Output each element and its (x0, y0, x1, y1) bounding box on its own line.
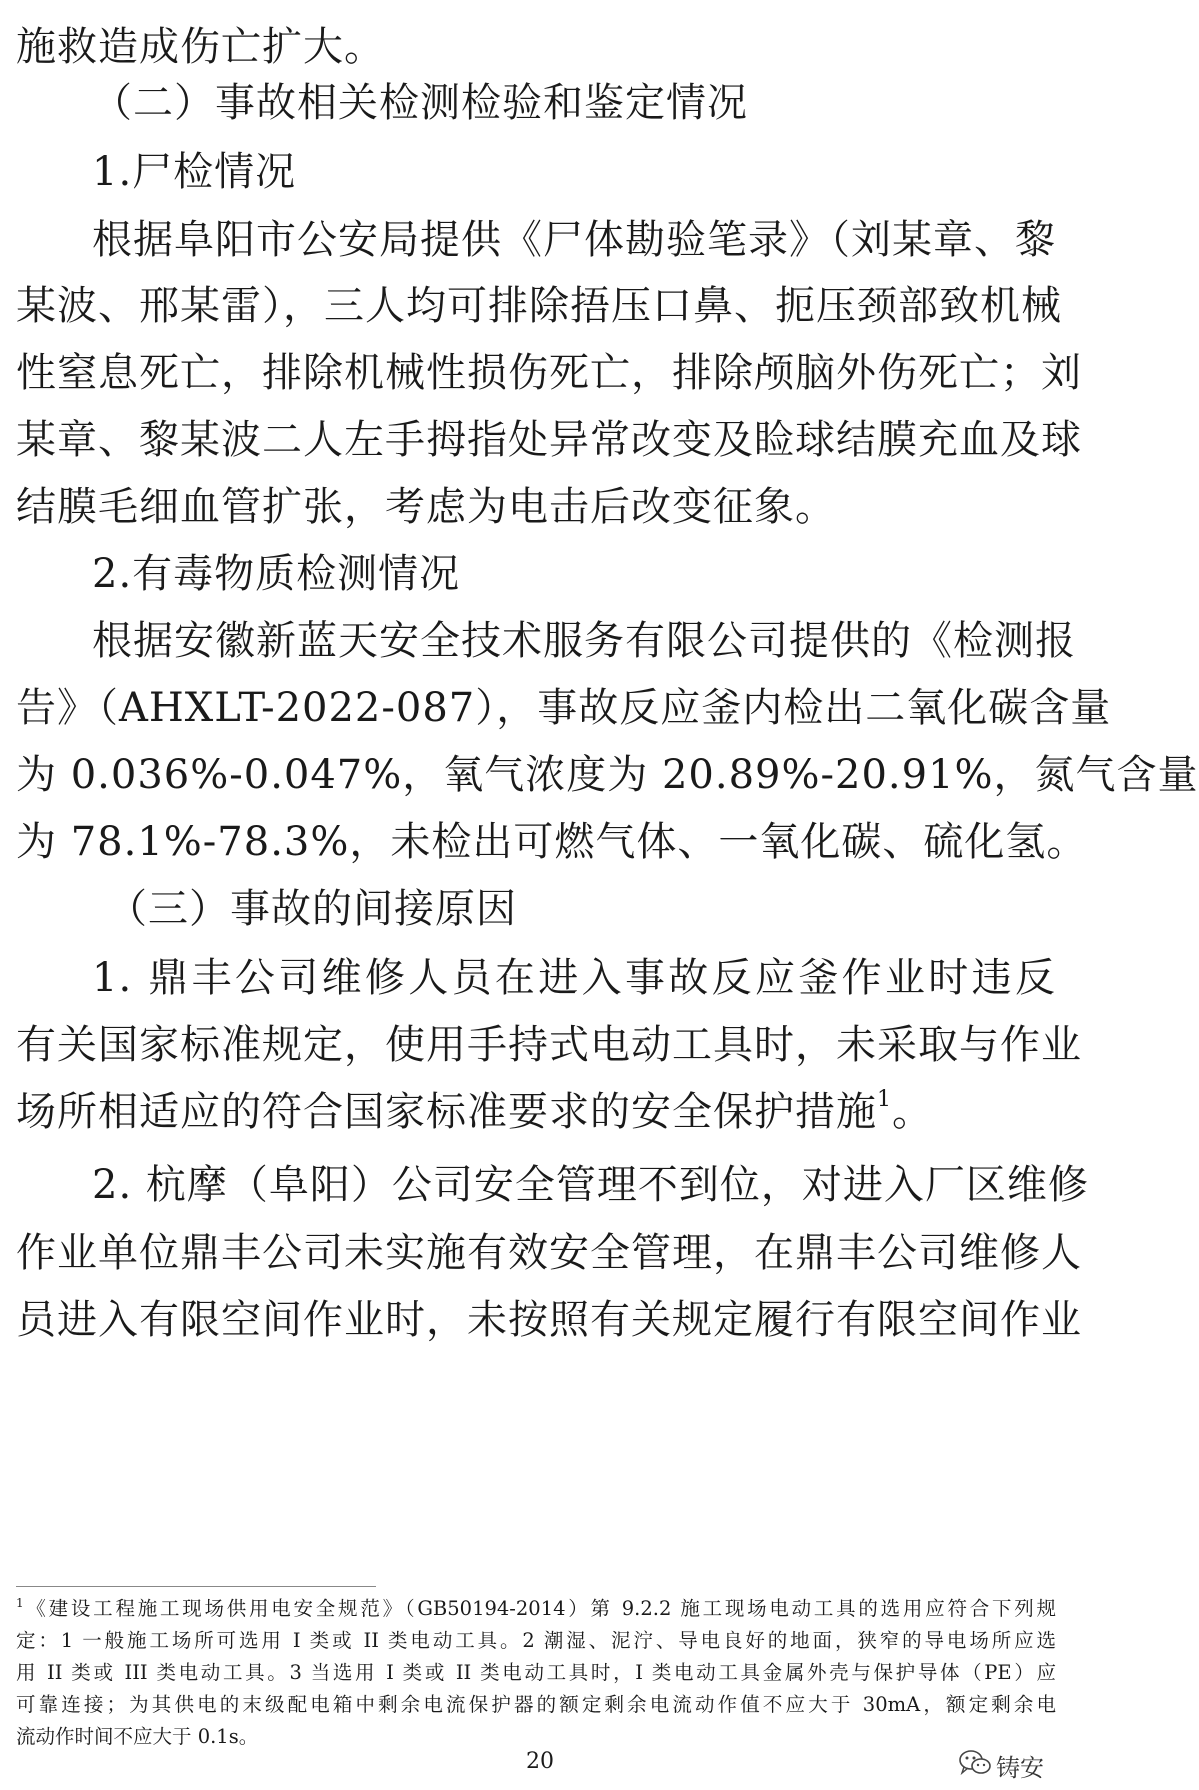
footnote-line: 定：1 一般施工场所可选用 I 类或 II 类电动工具。2 潮湿、泥泞、导电良好的地面，狭窄的导电场所应选 (16, 1629, 1056, 1652)
body-line: 1. 鼎丰公司维修人员在进入事故反应釜作业时违反 (92, 955, 1056, 1001)
body-line: 告》（AHXLT-2022-087），事故反应釜内检出二氧化碳含量 (16, 685, 1112, 731)
body-line: 员进入有限空间作业时，未按照有关规定履行有限空间作业 (16, 1297, 1082, 1343)
footnote-marker: 1 (16, 1596, 24, 1610)
footnote-text: 《建设工程施工现场供用电安全规范》（GB50194-2014）第 9.2.2 施工现场电动工具的选用应符合下列规 (23, 1597, 1056, 1620)
body-line: 为 78.1%-78.3%，未检出可燃气体、一氧化碳、硫化氢。 (16, 819, 1088, 865)
body-line: 结膜毛细血管扩张，考虑为电击后改变征象。 (16, 484, 836, 530)
page-number: 20 (526, 1749, 554, 1774)
body-line: 某章、黎某波二人左手拇指处异常改变及睑球结膜充血及球 (16, 417, 1082, 463)
footnote-reference[interactable]: 1 (877, 1087, 892, 1112)
footnote-line: 可靠连接；为其供电的末级配电箱中剩余电流保护器的额定剩余电流动作值不应大于 30mA，额定剩余电 (16, 1693, 1056, 1716)
body-line: 2. 杭摩（阜阳）公司安全管理不到位，对进入厂区维修 (92, 1162, 1089, 1208)
body-text: 场所相适应的符合国家标准要求的安全保护措施 (16, 1089, 877, 1135)
body-line: 某波、邢某雷），三人均可排除捂压口鼻、扼压颈部致机械 (16, 283, 1062, 329)
body-line: 施救造成伤亡扩大。 (16, 24, 385, 70)
subsection-heading: 1.尸检情况 (92, 149, 297, 195)
body-line: 场所相适应的符合国家标准要求的安全保护措施$^1$。 (16, 1087, 933, 1135)
watermark-text: 铸安 (996, 1753, 1044, 1782)
body-line: 根据阜阳市公安局提供《尸体勘验笔录》（刘某章、黎 (92, 217, 1056, 263)
footnote-line: 流动作时间不应大于 0.1s。 (16, 1725, 259, 1748)
body-line: 性窒息死亡，排除机械性损伤死亡，排除颅脑外伤死亡；刘 (16, 350, 1082, 396)
wechat-icon (958, 1748, 992, 1782)
footnote-line (16, 1594, 1056, 1624)
body-line: 根据安徽新蓝天安全技术服务有限公司提供的《检测报 (92, 618, 1076, 664)
subsection-heading: 2.有毒物质检测情况 (92, 551, 461, 597)
body-line: 作业单位鼎丰公司未实施有效安全管理，在鼎丰公司维修人 (16, 1230, 1082, 1276)
section-heading: （二）事故相关检测检验和鉴定情况 (92, 80, 748, 126)
body-line: 有关国家标准规定，使用手持式电动工具时，未采取与作业 (16, 1022, 1082, 1068)
section-heading: （三）事故的间接原因 (107, 886, 517, 932)
body-line: 为 0.036%-0.047%，氧气浓度为 20.89%-20.91%，氮气含量 (16, 752, 1199, 798)
footnote-line: 用 II 类或 III 类电动工具。3 当选用 I 类或 II 类电动工具时，I 类电动工具金属外壳与保护导体（PE）应 (16, 1661, 1056, 1684)
watermark (958, 1748, 1044, 1782)
footnote-separator (16, 1586, 376, 1587)
